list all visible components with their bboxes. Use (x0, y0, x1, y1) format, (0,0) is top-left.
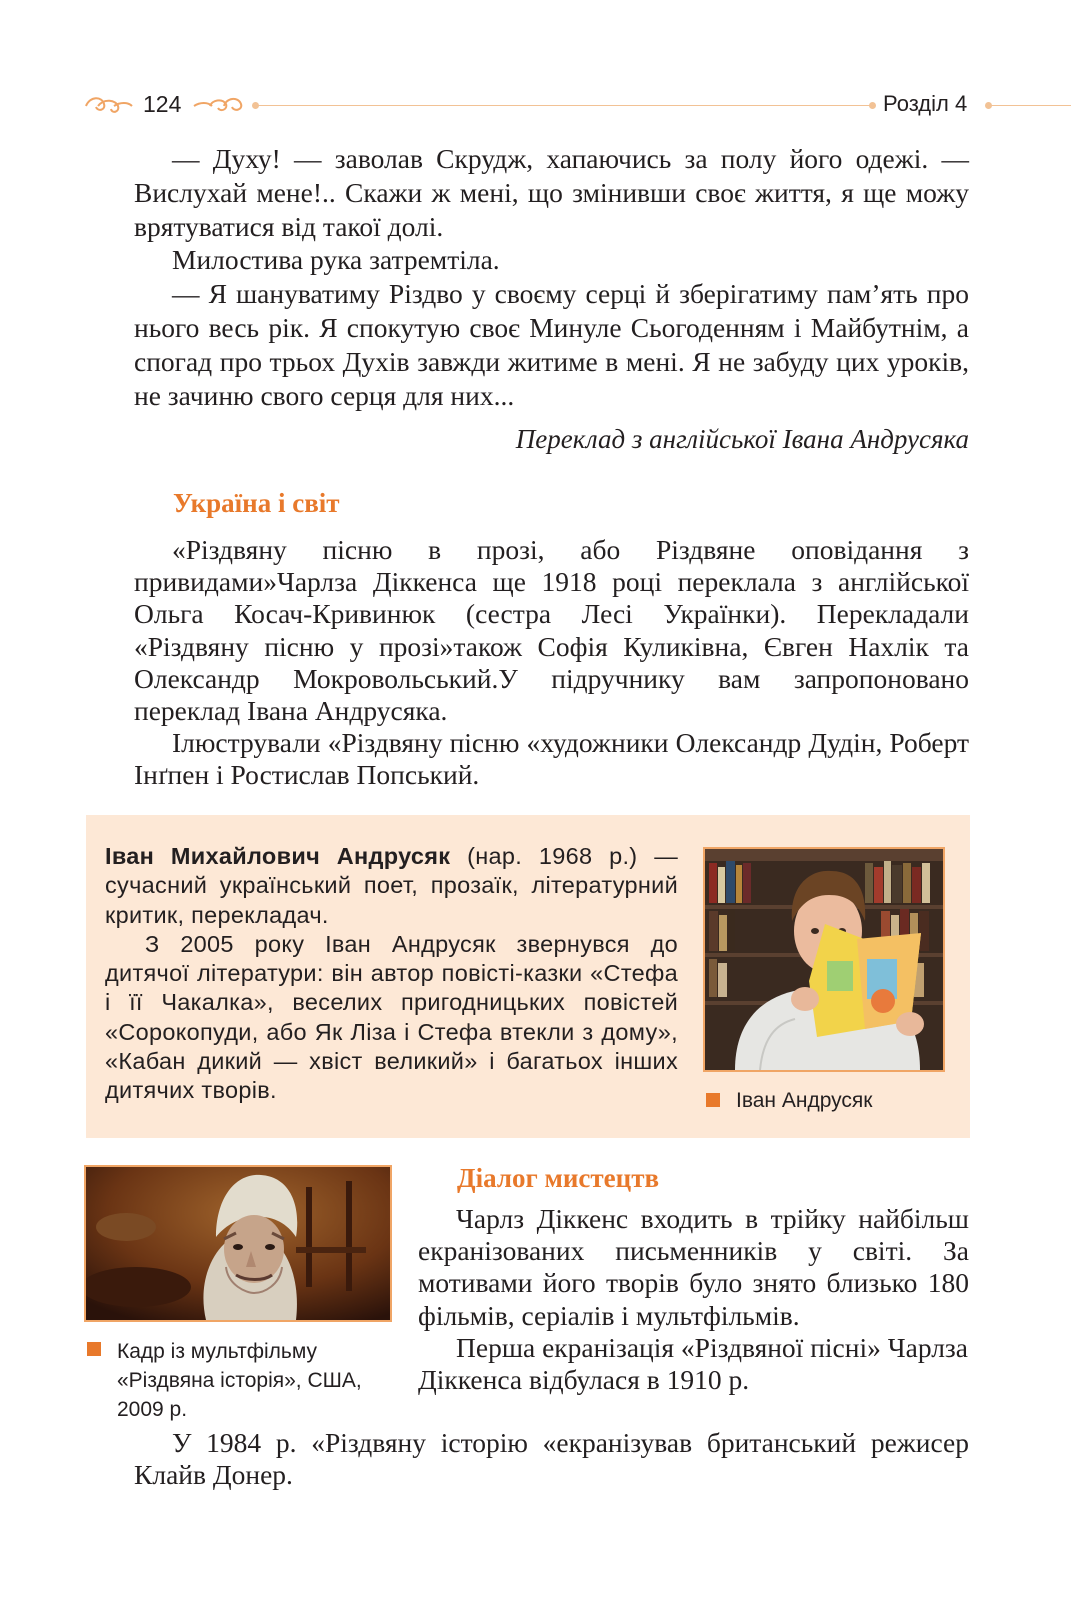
body-paragraph: Ілюстрували «Різдвяну пісню «художники Олександр Дудін, Роберт Інґпен і Ростислав Попський. (134, 727, 969, 791)
header-rule (258, 105, 872, 106)
right-ornament-icon (192, 94, 244, 118)
body-paragraph: У 1984 р. «Різдвяну історію «екранізував британський режисер Клайв Донер. (134, 1427, 969, 1491)
dialogue-arts-text-continued (134, 1427, 969, 1491)
translator-credit: Переклад з англійської Івана Андрусяка (515, 424, 969, 454)
page-number: 124 (143, 91, 182, 117)
author-info-text (105, 842, 678, 1106)
film-still-image (84, 1165, 392, 1322)
body-paragraph: «Різдвяну пісню в прозі, або Різдвяне оповідання з привидами»Чарлза Діккенса ще 1918 році переклала з англійської Ольга Косач-Кривинюк (сестра Лесі Українки). Перекладали «Різдвяну пісню у прозі»також Софія Куликівна, Євген Нахлік та Олександр Мокровольський.У підручнику вам запропоновано переклад Івана Андрусяка. (134, 534, 969, 727)
caption-bullet-icon (706, 1093, 720, 1107)
author-photo-illustration (705, 849, 943, 1070)
author-info-paragraph: З 2005 року Іван Андрусяк звернувся до дитячої літератури: він автор повісті-казки «Стефа і її Чакалка», веселих пригодницьких повістей «Сорокопуди, або Як Ліза і Стефа втекли з дому», «Кабан дикий — хвіст великий» і багатьох інших дитячих творів. (105, 930, 678, 1104)
dialogue-paragraph: — Духу! — заволав Скрудж, хапаючись за полу його одежі. — Вислухай мене!.. Скажи ж мені, що змінивши своє життя, я ще можу врятуватися від такої долі. (134, 143, 969, 242)
dialogue-text (134, 142, 969, 412)
body-paragraph: Чарлз Діккенс входить в трійку найбільш екранізованих письменників у світі. За мотивами його творів було знято близько 180 фільмів, серіалів і мультфільмів. (418, 1203, 969, 1331)
dialogue-arts-text (418, 1203, 969, 1396)
left-ornament-icon (84, 94, 134, 118)
film-still-illustration (86, 1167, 390, 1320)
header-dot (869, 102, 876, 109)
ukraine-world-text (134, 534, 969, 792)
header-rule (991, 105, 1071, 106)
chapter-label: Розділ 4 (883, 91, 968, 116)
section-heading-ukraine-world: Україна і світ (173, 488, 340, 518)
author-info-paragraph (105, 842, 678, 930)
page-header (0, 86, 1091, 126)
photo-caption: Іван Андрусяк (736, 1089, 873, 1112)
author-photo (703, 847, 945, 1072)
section-heading-dialogue-arts: Діалог мистецтв (457, 1163, 660, 1193)
caption-bullet-icon (87, 1342, 101, 1356)
film-caption: Кадр із мультфільму «Різдвяна історія», США, 2009 р. (117, 1340, 362, 1421)
author-name: Іван Михайлович Андрусяк (105, 843, 451, 869)
body-paragraph: Перша екранізація «Різдвяної пісні» Чарлза Діккенса відбулася в 1910 р. (418, 1331, 968, 1396)
dialogue-paragraph: — Я шануватиму Різдво у своєму серці й зберігатиму пам’ять про нього весь рік. Я спокутую своє Минуле Сьогоденням і Майбутнім, а спогад про трьох Духів завжди житиме в мені. Я не забуду цих уроків, не зачиню свого серця для них... (134, 278, 969, 411)
author-bio: (нар. 1968 р.) — сучасний український поет, прозаїк, літературний критик, перекладач. (105, 843, 678, 928)
dialogue-paragraph: Милостива рука затремтіла. (172, 244, 500, 276)
